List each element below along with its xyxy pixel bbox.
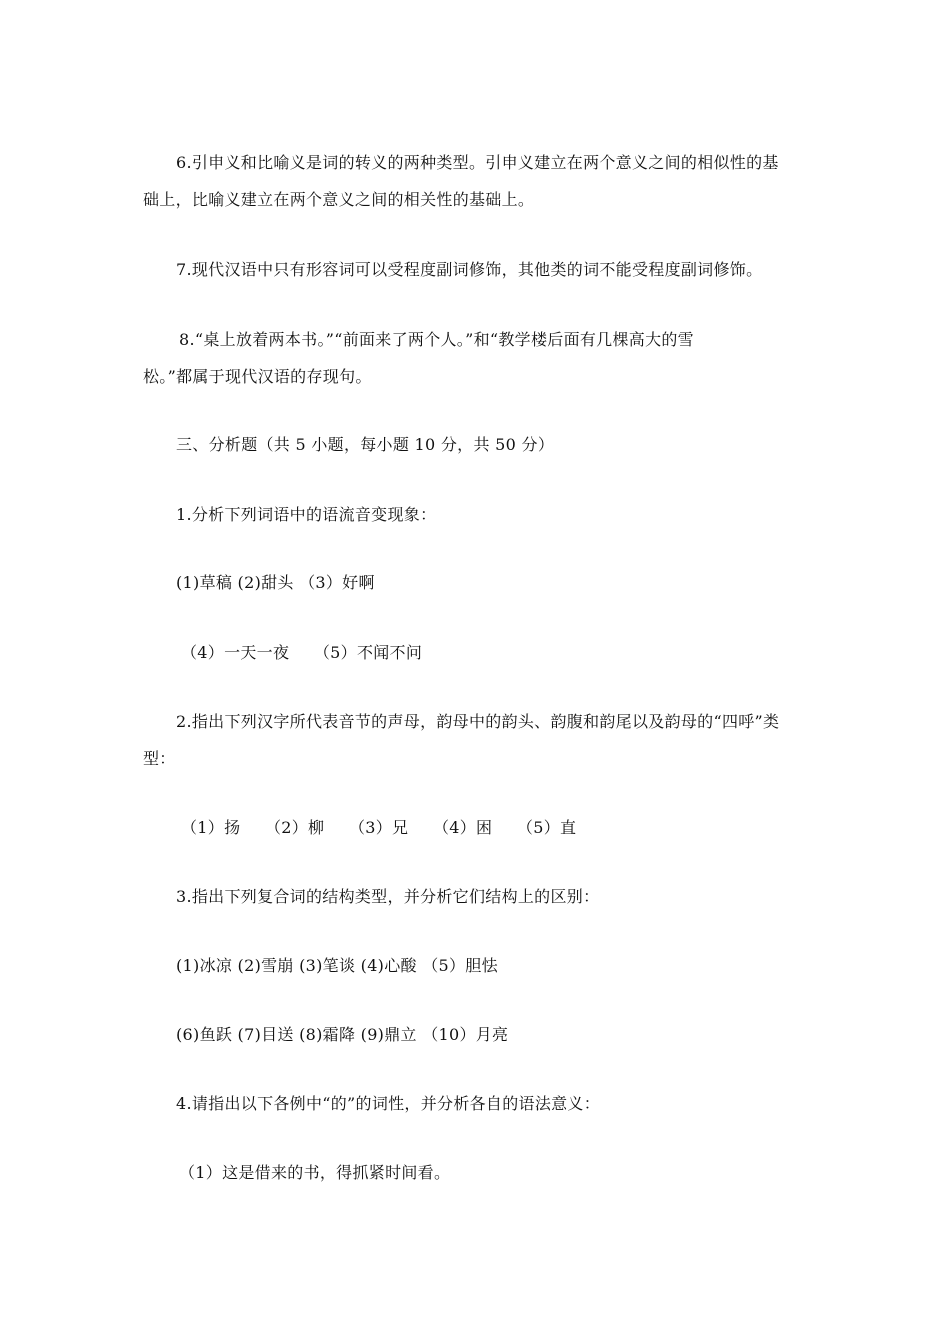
q7-text: 7.现代汉语中只有形容词可以受程度副词修饰，其他类的词不能受程度副词修饰。	[176, 260, 763, 279]
q8-text-line2: 松。”都属于现代汉语的存现句。	[143, 367, 372, 386]
analysis-q1-items-b: （4）一天一夜 （5）不闻不问	[181, 643, 423, 662]
analysis-q2-items: （1）扬 （2）柳 （3）兄 （4）困 （5）直	[181, 818, 577, 837]
analysis-q2-prompt-line2: 型：	[143, 749, 176, 768]
section-three-heading: 三、分析题（共 5 小题，每小题 10 分，共 50 分）	[176, 435, 555, 454]
analysis-q4-item1: （1）这是借来的书，得抓紧时间看。	[179, 1163, 451, 1182]
q6-text-line1: 6.引申义和比喻义是词的转义的两种类型。引申义建立在两个意义之间的相似性的基	[176, 153, 779, 172]
q6-text-line2: 础上，比喻义建立在两个意义之间的相关性的基础上。	[143, 190, 535, 209]
analysis-q1-prompt: 1.分析下列词语中的语流音变现象：	[176, 505, 437, 524]
analysis-q1-items-a: (1)草稿 (2)甜头 （3）好啊	[176, 573, 375, 592]
analysis-q3-items-b: (6)鱼跃 (7)目送 (8)霜降 (9)鼎立 （10）月亮	[176, 1025, 509, 1044]
analysis-q3-prompt: 3.指出下列复合词的结构类型，并分析它们结构上的区别：	[176, 887, 600, 906]
analysis-q4-prompt: 4.请指出以下各例中“的”的词性，并分析各自的语法意义：	[176, 1094, 601, 1113]
analysis-q3-items-a: (1)冰凉 (2)雪崩 (3)笔谈 (4)心酸 （5）胆怯	[176, 956, 498, 975]
q8-text-line1: 8.“桌上放着两本书。”“前面来了两个人。”和“教学楼后面有几棵高大的雪	[179, 330, 694, 349]
analysis-q2-prompt-line1: 2.指出下列汉字所代表音节的声母，韵母中的韵头、韵腹和韵尾以及韵母的“四呼”类	[176, 712, 780, 731]
